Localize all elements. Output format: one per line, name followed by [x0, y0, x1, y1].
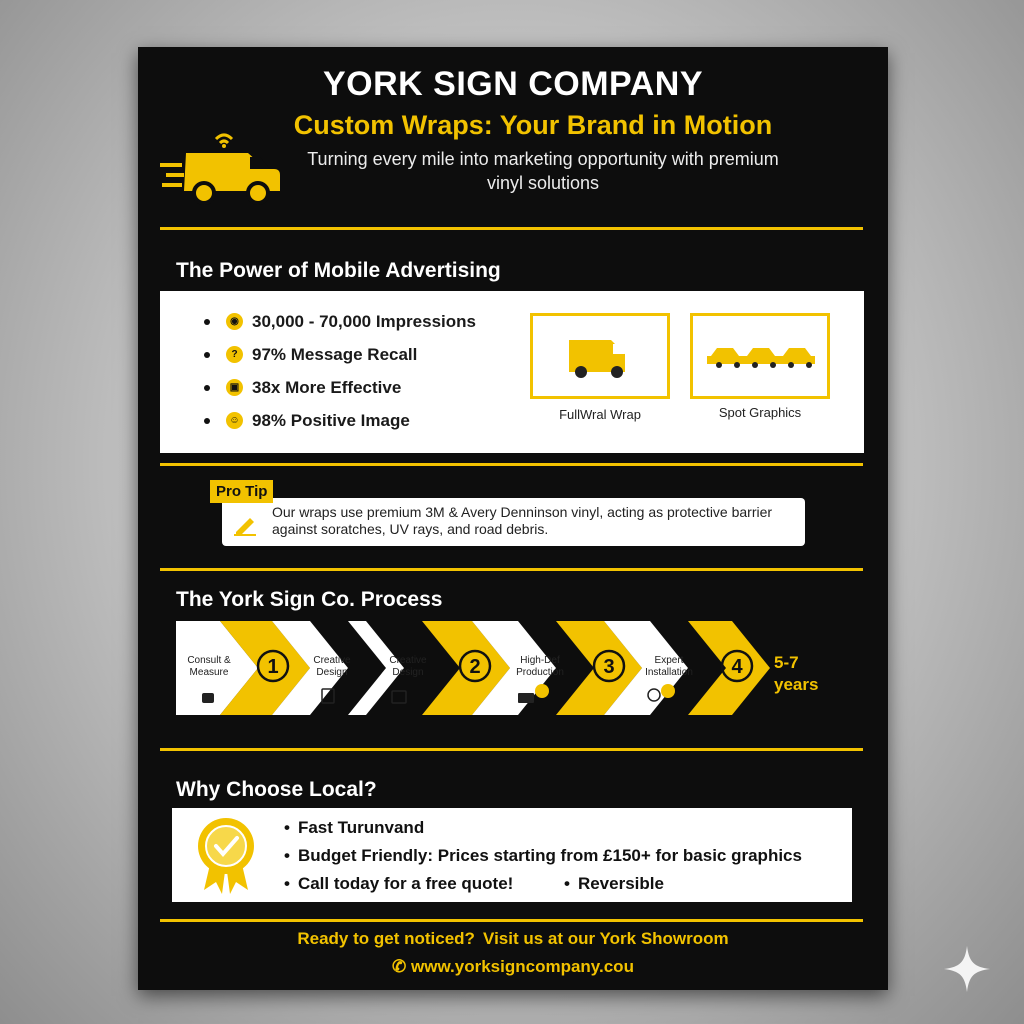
sparkle-icon: [942, 944, 992, 994]
award-rosette-icon: [194, 816, 258, 896]
divider: [160, 227, 863, 230]
footer-cta-text: Ready to get noticed? Visit us at our York Showroom: [297, 929, 729, 948]
local-item: • Reversible: [564, 874, 664, 894]
chart-icon: ▣: [226, 379, 243, 396]
delivery-van-icon: [160, 125, 286, 205]
local-item: • Call today for a free quote!: [284, 874, 513, 894]
cars-icon: [693, 316, 827, 396]
section-heading-power: The Power of Mobile Advertising: [176, 259, 501, 282]
local-panel: [172, 808, 852, 902]
stat-list: [204, 305, 476, 437]
section-heading-local: Why Choose Local?: [176, 778, 377, 801]
stat-item: [204, 371, 476, 404]
pro-tip-badge: Pro Tip: [210, 480, 273, 503]
spot-graphics-card: [690, 313, 830, 399]
footer-website[interactable]: [138, 957, 888, 977]
step-number: 4: [731, 656, 743, 678]
step-number: 3: [603, 656, 615, 678]
van-icon: [533, 316, 667, 396]
bullet-dot: [204, 418, 210, 424]
step-number: 2: [469, 656, 481, 678]
phone-icon: ✆: [392, 957, 407, 976]
local-item: • Fast Turunvand: [284, 818, 424, 838]
pro-tip-box: [222, 498, 805, 546]
page-title: YORK SIGN COMPANY: [322, 65, 703, 103]
tagline: Turning every mile into marketing opportunity with premium vinyl solutions: [307, 149, 779, 193]
power-panel: [160, 291, 864, 453]
pro-tip-text: Our wraps use premium 3M & Avery Denninson vinyl, acting as protective barrier against soratches, UV rays, and road debris.: [272, 504, 773, 537]
full-wrap-label: FullWral Wrap: [559, 407, 641, 422]
eye-icon: ◉: [226, 313, 243, 330]
stat-item: [204, 404, 476, 437]
step-label: Creative Design: [389, 655, 427, 678]
divider: [160, 463, 863, 466]
pencil-icon: [232, 512, 258, 536]
poster: [138, 47, 888, 990]
bullet-dot: [204, 352, 210, 358]
divider: [160, 568, 863, 571]
divider: [160, 748, 863, 751]
stat-label: 98% Positive Image: [252, 410, 410, 430]
smile-icon: ☺: [226, 412, 243, 429]
stat-item: [204, 305, 476, 338]
bullet-dot: [204, 319, 210, 325]
section-heading-process: The York Sign Co. Process: [176, 588, 443, 611]
stat-label: 38x More Effective: [252, 377, 402, 397]
years-label: 5-7 years: [774, 653, 819, 694]
brain-icon: ?: [226, 346, 243, 363]
spot-graphics-label: Spot Graphics: [718, 405, 802, 420]
local-item: • Budget Friendly: Prices starting from £150+ for basic graphics: [284, 846, 802, 866]
step-number: 1: [267, 656, 279, 678]
full-wrap-card: [530, 313, 670, 399]
page-subtitle: Custom Wraps: Your Brand in Motion: [293, 110, 773, 140]
step-label: Creative Design: [313, 655, 351, 678]
step-label: High-Def Production: [516, 655, 564, 678]
footer-call-to-action: [138, 929, 888, 949]
bullet-dot: [204, 385, 210, 391]
process-chevrons: [172, 617, 832, 719]
website-link[interactable]: www.yorksigncompany.cou: [411, 957, 634, 976]
step-label: Consult & Measure: [187, 655, 231, 678]
divider: [160, 919, 863, 922]
stat-label: 30,000 - 70,000 Impressions: [252, 311, 476, 331]
stat-item: [204, 338, 476, 371]
stat-label: 97% Message Recall: [252, 344, 418, 364]
step-label: Expert Installation: [645, 655, 693, 678]
